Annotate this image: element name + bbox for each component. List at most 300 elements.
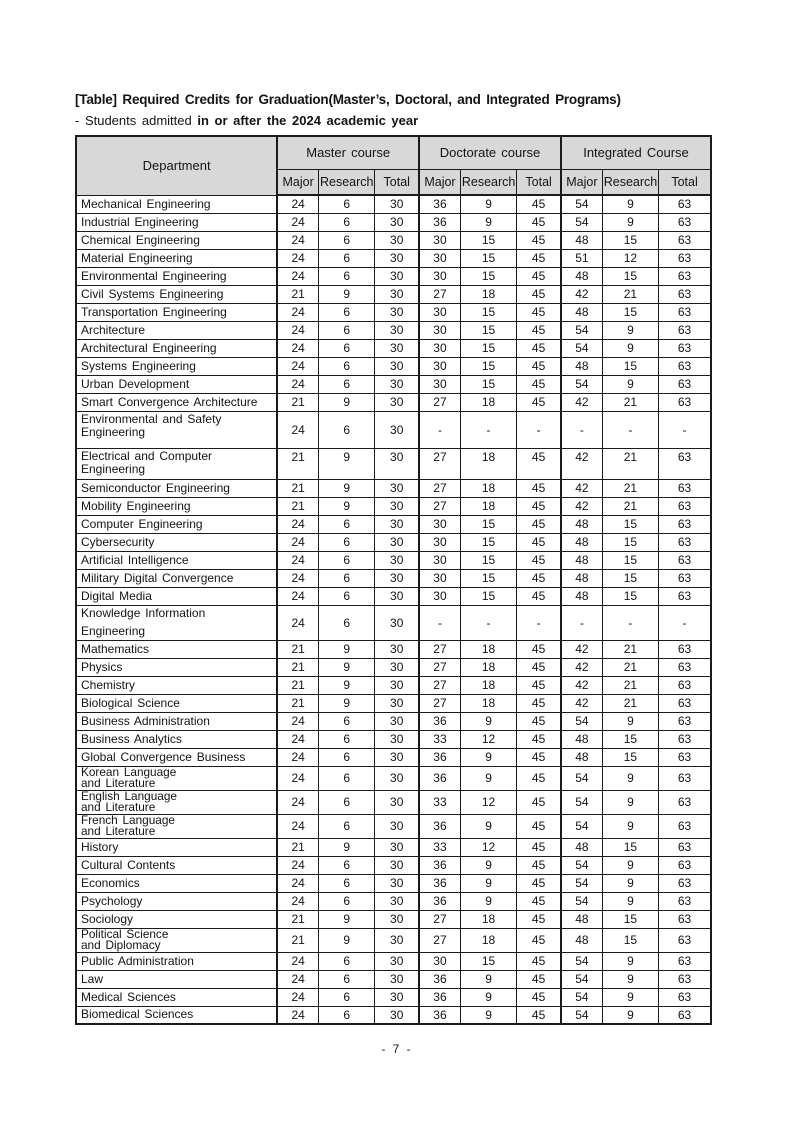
credit-cell: 30 bbox=[375, 748, 419, 766]
credit-cell: 30 bbox=[375, 766, 419, 790]
credit-cell: 45 bbox=[517, 497, 561, 515]
credit-cell: 36 bbox=[419, 1006, 460, 1024]
credit-cell: 36 bbox=[419, 213, 460, 231]
credit-cell: - bbox=[517, 605, 561, 640]
credit-cell: 30 bbox=[375, 605, 419, 640]
credit-cell: 33 bbox=[419, 838, 460, 856]
department-cell: Digital Media bbox=[76, 587, 277, 605]
credit-cell: 63 bbox=[659, 928, 711, 952]
credit-cell: 9 bbox=[602, 712, 658, 730]
credit-cell: 24 bbox=[277, 874, 318, 892]
department-cell: Global Convergence Business bbox=[76, 748, 277, 766]
credit-cell: 45 bbox=[517, 910, 561, 928]
credit-cell: 36 bbox=[419, 970, 460, 988]
credit-cell: 30 bbox=[419, 249, 460, 267]
credit-cell: 48 bbox=[561, 357, 602, 375]
credit-cell: 30 bbox=[375, 195, 419, 213]
column-group-header: Master course bbox=[277, 136, 419, 169]
table-row bbox=[76, 267, 711, 285]
credit-cell: 27 bbox=[419, 928, 460, 952]
credit-cell: 30 bbox=[375, 285, 419, 303]
credit-cell: 48 bbox=[561, 515, 602, 533]
credit-cell: 48 bbox=[561, 569, 602, 587]
credit-cell: 24 bbox=[277, 730, 318, 748]
credit-cell: 48 bbox=[561, 928, 602, 952]
credit-cell: 63 bbox=[659, 213, 711, 231]
credit-cell: 15 bbox=[602, 533, 658, 551]
table-row bbox=[76, 231, 711, 249]
column-subheader: Research bbox=[460, 169, 516, 195]
credit-cell: 27 bbox=[419, 497, 460, 515]
credit-cell: 30 bbox=[419, 267, 460, 285]
credit-cell: 63 bbox=[659, 249, 711, 267]
credit-cell: 30 bbox=[375, 676, 419, 694]
credit-cell: 45 bbox=[517, 712, 561, 730]
table-row bbox=[76, 587, 711, 605]
credit-cell: 15 bbox=[460, 952, 516, 970]
credit-cell: 15 bbox=[602, 730, 658, 748]
credit-cell: 42 bbox=[561, 676, 602, 694]
credit-cell: 45 bbox=[517, 814, 561, 838]
column-subheader: Major bbox=[561, 169, 602, 195]
credit-cell: 21 bbox=[602, 393, 658, 411]
credit-cell: 21 bbox=[277, 694, 318, 712]
credit-cell: 54 bbox=[561, 339, 602, 357]
department-cell: Semiconductor Engineering bbox=[76, 479, 277, 497]
table-row bbox=[76, 856, 711, 874]
credit-cell: 18 bbox=[460, 497, 516, 515]
credit-cell: 21 bbox=[277, 838, 318, 856]
credit-cell: 6 bbox=[319, 892, 375, 910]
credit-cell: 45 bbox=[517, 640, 561, 658]
credit-cell: 30 bbox=[375, 569, 419, 587]
credit-cell: 63 bbox=[659, 814, 711, 838]
table-row bbox=[76, 515, 711, 533]
credit-cell: 30 bbox=[375, 249, 419, 267]
credit-cell: 63 bbox=[659, 267, 711, 285]
credit-cell: 45 bbox=[517, 569, 561, 587]
column-subheader: Total bbox=[375, 169, 419, 195]
department-cell: Chemistry bbox=[76, 676, 277, 694]
credit-cell: 54 bbox=[561, 375, 602, 393]
credit-cell: 9 bbox=[602, 970, 658, 988]
credit-cell: 30 bbox=[375, 321, 419, 339]
credit-cell: 24 bbox=[277, 569, 318, 587]
credit-cell: 24 bbox=[277, 321, 318, 339]
credit-cell: 24 bbox=[277, 195, 318, 213]
table-row bbox=[76, 497, 711, 515]
department-cell: Business Analytics bbox=[76, 730, 277, 748]
credit-cell: 54 bbox=[561, 195, 602, 213]
credit-cell: 45 bbox=[517, 375, 561, 393]
credit-cell: 36 bbox=[419, 814, 460, 838]
credit-cell: 6 bbox=[319, 766, 375, 790]
credit-cell: 9 bbox=[319, 640, 375, 658]
credit-cell: 15 bbox=[602, 357, 658, 375]
credit-cell: 9 bbox=[460, 195, 516, 213]
credit-cell: 27 bbox=[419, 479, 460, 497]
credit-cell: 24 bbox=[277, 357, 318, 375]
credit-cell: 9 bbox=[319, 694, 375, 712]
credit-cell: 54 bbox=[561, 874, 602, 892]
credit-cell: 27 bbox=[419, 393, 460, 411]
credit-cell: 24 bbox=[277, 1006, 318, 1024]
credit-cell: 63 bbox=[659, 497, 711, 515]
credit-cell: 45 bbox=[517, 874, 561, 892]
credit-cell: 6 bbox=[319, 551, 375, 569]
credit-cell: 30 bbox=[375, 952, 419, 970]
department-cell: Physics bbox=[76, 658, 277, 676]
credit-cell: 9 bbox=[319, 928, 375, 952]
credit-cell: 6 bbox=[319, 303, 375, 321]
credit-cell: 15 bbox=[460, 357, 516, 375]
credit-cell: 45 bbox=[517, 285, 561, 303]
credit-cell: 21 bbox=[277, 497, 318, 515]
table-row bbox=[76, 285, 711, 303]
credit-cell: 15 bbox=[602, 569, 658, 587]
credit-cell: 48 bbox=[561, 551, 602, 569]
credit-cell: 30 bbox=[375, 1006, 419, 1024]
credit-cell: 30 bbox=[375, 928, 419, 952]
credit-cell: 48 bbox=[561, 587, 602, 605]
credit-cell: 21 bbox=[277, 910, 318, 928]
credit-cell: 63 bbox=[659, 285, 711, 303]
credit-cell: 6 bbox=[319, 569, 375, 587]
credit-cell: 9 bbox=[319, 393, 375, 411]
credit-cell: 24 bbox=[277, 790, 318, 814]
credit-cell: 6 bbox=[319, 533, 375, 551]
table-row bbox=[76, 605, 711, 640]
department-cell: Transportation Engineering bbox=[76, 303, 277, 321]
table-row bbox=[76, 321, 711, 339]
table-row bbox=[76, 814, 711, 838]
credit-cell: 63 bbox=[659, 748, 711, 766]
credit-cell: 9 bbox=[460, 1006, 516, 1024]
credit-cell: 9 bbox=[460, 712, 516, 730]
credit-cell: 63 bbox=[659, 375, 711, 393]
credit-cell: 30 bbox=[419, 321, 460, 339]
credit-cell: 45 bbox=[517, 339, 561, 357]
credit-cell: 42 bbox=[561, 694, 602, 712]
credit-cell: 48 bbox=[561, 748, 602, 766]
credit-cell: 30 bbox=[375, 970, 419, 988]
credit-cell: 24 bbox=[277, 515, 318, 533]
department-cell: Sociology bbox=[76, 910, 277, 928]
table-header bbox=[76, 136, 711, 195]
credit-cell: 15 bbox=[460, 533, 516, 551]
credit-cell: 30 bbox=[375, 874, 419, 892]
department-cell: Cultural Contents bbox=[76, 856, 277, 874]
credit-cell: 27 bbox=[419, 640, 460, 658]
credit-cell: 24 bbox=[277, 892, 318, 910]
credit-cell: 63 bbox=[659, 479, 711, 497]
credit-cell: 9 bbox=[460, 766, 516, 790]
table-body bbox=[76, 195, 711, 1024]
credit-cell: 9 bbox=[460, 970, 516, 988]
credit-cell: 15 bbox=[602, 838, 658, 856]
credit-cell: 30 bbox=[375, 411, 419, 448]
credit-cell: 15 bbox=[602, 551, 658, 569]
credit-cell: 63 bbox=[659, 694, 711, 712]
department-cell: Environmental and Safety Engineering bbox=[76, 411, 277, 448]
credit-cell: 45 bbox=[517, 267, 561, 285]
credit-cell: 54 bbox=[561, 321, 602, 339]
credit-cell: 21 bbox=[602, 676, 658, 694]
credit-cell: 54 bbox=[561, 712, 602, 730]
department-cell: Business Administration bbox=[76, 712, 277, 730]
column-subheader: Major bbox=[277, 169, 318, 195]
credit-cell: 36 bbox=[419, 874, 460, 892]
table-row bbox=[76, 357, 711, 375]
credit-cell: 48 bbox=[561, 838, 602, 856]
credit-cell: 27 bbox=[419, 448, 460, 479]
department-cell: Biological Science bbox=[76, 694, 277, 712]
credit-cell: 30 bbox=[375, 790, 419, 814]
credit-cell: 48 bbox=[561, 231, 602, 249]
credit-cell: 30 bbox=[375, 640, 419, 658]
credit-cell: 24 bbox=[277, 267, 318, 285]
credit-cell: 63 bbox=[659, 448, 711, 479]
credit-cell: 63 bbox=[659, 766, 711, 790]
credit-cell: 30 bbox=[375, 856, 419, 874]
credit-cell: 30 bbox=[375, 339, 419, 357]
credit-cell: 30 bbox=[375, 988, 419, 1006]
credit-cell: 30 bbox=[419, 339, 460, 357]
credit-cell: 63 bbox=[659, 874, 711, 892]
credit-cell: 18 bbox=[460, 928, 516, 952]
credit-cell: 6 bbox=[319, 988, 375, 1006]
credit-cell: 54 bbox=[561, 892, 602, 910]
table-row bbox=[76, 393, 711, 411]
credit-cell: 30 bbox=[419, 357, 460, 375]
credit-cell: 18 bbox=[460, 448, 516, 479]
credit-cell: 12 bbox=[602, 249, 658, 267]
credit-cell: 9 bbox=[460, 814, 516, 838]
credit-cell: 6 bbox=[319, 587, 375, 605]
credit-cell: 24 bbox=[277, 952, 318, 970]
credit-cell: 18 bbox=[460, 640, 516, 658]
credit-cell: 30 bbox=[375, 393, 419, 411]
credit-cell: 27 bbox=[419, 285, 460, 303]
credit-cell: 45 bbox=[517, 551, 561, 569]
credit-cell: 63 bbox=[659, 515, 711, 533]
credit-cell: 36 bbox=[419, 766, 460, 790]
table-row bbox=[76, 195, 711, 213]
credit-cell: 24 bbox=[277, 303, 318, 321]
credit-cell: 63 bbox=[659, 321, 711, 339]
credit-cell: 30 bbox=[375, 814, 419, 838]
credit-cell: 21 bbox=[277, 676, 318, 694]
credit-cell: 9 bbox=[602, 952, 658, 970]
credit-cell: - bbox=[561, 411, 602, 448]
credit-cell: 36 bbox=[419, 988, 460, 1006]
credit-cell: 6 bbox=[319, 790, 375, 814]
table-row bbox=[76, 952, 711, 970]
table-row bbox=[76, 928, 711, 952]
credit-cell: 15 bbox=[460, 321, 516, 339]
table-row bbox=[76, 874, 711, 892]
credit-cell: 45 bbox=[517, 658, 561, 676]
credit-cell: 24 bbox=[277, 411, 318, 448]
credit-cell: 21 bbox=[602, 694, 658, 712]
credit-cell: 9 bbox=[460, 892, 516, 910]
department-cell: Material Engineering bbox=[76, 249, 277, 267]
credit-cell: 30 bbox=[375, 231, 419, 249]
column-subheader: Research bbox=[319, 169, 375, 195]
column-group-header: Integrated Course bbox=[561, 136, 711, 169]
department-cell: Law bbox=[76, 970, 277, 988]
credit-cell: 21 bbox=[602, 497, 658, 515]
credit-cell: 15 bbox=[602, 928, 658, 952]
department-cell: English Language and Literature bbox=[76, 790, 277, 814]
credit-cell: 9 bbox=[460, 748, 516, 766]
table-row bbox=[76, 766, 711, 790]
credit-cell: 24 bbox=[277, 339, 318, 357]
credit-cell: 30 bbox=[375, 213, 419, 231]
table-title: [Table] Required Credits for Graduation(Master’s, Doctoral, and Integrated Programs) bbox=[75, 92, 621, 107]
department-cell: Chemical Engineering bbox=[76, 231, 277, 249]
credit-cell: 63 bbox=[659, 569, 711, 587]
table-row bbox=[76, 551, 711, 569]
table-row bbox=[76, 448, 711, 479]
credit-cell: 21 bbox=[277, 285, 318, 303]
table-row bbox=[76, 339, 711, 357]
credit-cell: 9 bbox=[602, 375, 658, 393]
credit-cell: 45 bbox=[517, 676, 561, 694]
credit-cell: 21 bbox=[277, 658, 318, 676]
column-header-department: Department bbox=[76, 136, 277, 195]
department-cell: Military Digital Convergence bbox=[76, 569, 277, 587]
credit-cell: 21 bbox=[277, 393, 318, 411]
credit-cell: 45 bbox=[517, 988, 561, 1006]
department-cell: French Language and Literature bbox=[76, 814, 277, 838]
credit-cell: 9 bbox=[602, 988, 658, 1006]
credit-cell: 36 bbox=[419, 195, 460, 213]
credit-cell: 30 bbox=[375, 357, 419, 375]
credit-cell: 21 bbox=[602, 640, 658, 658]
credit-cell: 9 bbox=[460, 213, 516, 231]
credit-cell: 15 bbox=[460, 303, 516, 321]
credit-cell: 63 bbox=[659, 1006, 711, 1024]
credit-cell: 45 bbox=[517, 892, 561, 910]
credit-cell: 45 bbox=[517, 838, 561, 856]
department-cell: Political Science and Diplomacy bbox=[76, 928, 277, 952]
credit-cell: 24 bbox=[277, 814, 318, 838]
department-cell: Mechanical Engineering bbox=[76, 195, 277, 213]
credit-cell: 24 bbox=[277, 587, 318, 605]
credit-cell: 15 bbox=[460, 569, 516, 587]
credit-cell: 6 bbox=[319, 411, 375, 448]
credit-cell: 21 bbox=[602, 448, 658, 479]
credit-cell: 18 bbox=[460, 393, 516, 411]
credit-cell: 54 bbox=[561, 952, 602, 970]
credit-cell: 24 bbox=[277, 856, 318, 874]
credit-cell: 48 bbox=[561, 303, 602, 321]
department-cell: Urban Development bbox=[76, 375, 277, 393]
credit-cell: 45 bbox=[517, 952, 561, 970]
credit-cell: 45 bbox=[517, 748, 561, 766]
table-row bbox=[76, 694, 711, 712]
credit-cell: 6 bbox=[319, 874, 375, 892]
credit-cell: 63 bbox=[659, 393, 711, 411]
credit-cell: 30 bbox=[375, 730, 419, 748]
department-cell: Electrical and Computer Engineering bbox=[76, 448, 277, 479]
admission-note-prefix: - Students admitted bbox=[75, 113, 198, 128]
credit-cell: 63 bbox=[659, 838, 711, 856]
credit-cell: 6 bbox=[319, 814, 375, 838]
credit-cell: 45 bbox=[517, 1006, 561, 1024]
credit-cell: 15 bbox=[460, 339, 516, 357]
credit-cell: 42 bbox=[561, 285, 602, 303]
credit-cell: 24 bbox=[277, 605, 318, 640]
credit-cell: 54 bbox=[561, 1006, 602, 1024]
credit-cell: 15 bbox=[460, 267, 516, 285]
table-row bbox=[76, 533, 711, 551]
credit-cell: - bbox=[460, 411, 516, 448]
credit-cell: 27 bbox=[419, 658, 460, 676]
credit-cell: 63 bbox=[659, 856, 711, 874]
credit-cell: 15 bbox=[460, 587, 516, 605]
credit-cell: 30 bbox=[419, 375, 460, 393]
table-row bbox=[76, 748, 711, 766]
credit-cell: 6 bbox=[319, 195, 375, 213]
department-cell: Mobility Engineering bbox=[76, 497, 277, 515]
credit-cell: 15 bbox=[602, 231, 658, 249]
admission-note-bold: in or after the 2024 academic year bbox=[197, 113, 419, 128]
credit-cell: 30 bbox=[375, 497, 419, 515]
credit-cell: 63 bbox=[659, 790, 711, 814]
credit-cell: 15 bbox=[460, 231, 516, 249]
credit-cell: 30 bbox=[375, 533, 419, 551]
credit-cell: 45 bbox=[517, 790, 561, 814]
table-row bbox=[76, 676, 711, 694]
credit-cell: 6 bbox=[319, 515, 375, 533]
credit-cell: 15 bbox=[460, 375, 516, 393]
credit-cell: 6 bbox=[319, 249, 375, 267]
credit-cell: 9 bbox=[319, 285, 375, 303]
credit-cell: 6 bbox=[319, 375, 375, 393]
credit-cell: 9 bbox=[460, 874, 516, 892]
credit-cell: 45 bbox=[517, 928, 561, 952]
credit-cell: 15 bbox=[602, 515, 658, 533]
department-cell: Economics bbox=[76, 874, 277, 892]
credit-cell: 24 bbox=[277, 231, 318, 249]
column-subheader: Total bbox=[659, 169, 711, 195]
credit-cell: 33 bbox=[419, 730, 460, 748]
credit-cell: 63 bbox=[659, 339, 711, 357]
credit-cell: 63 bbox=[659, 730, 711, 748]
credit-cell: 30 bbox=[375, 892, 419, 910]
credit-cell: 12 bbox=[460, 730, 516, 748]
credit-cell: 48 bbox=[561, 730, 602, 748]
credit-cell: 36 bbox=[419, 856, 460, 874]
credit-cell: 54 bbox=[561, 213, 602, 231]
credit-cell: 24 bbox=[277, 766, 318, 790]
credit-cell: 18 bbox=[460, 285, 516, 303]
credit-cell: 45 bbox=[517, 357, 561, 375]
credit-cell: 24 bbox=[277, 533, 318, 551]
credit-cell: 21 bbox=[602, 285, 658, 303]
credit-cell: 63 bbox=[659, 640, 711, 658]
department-cell: Knowledge Information Engineering bbox=[76, 605, 277, 640]
table-row bbox=[76, 658, 711, 676]
department-cell: Civil Systems Engineering bbox=[76, 285, 277, 303]
credit-cell: 15 bbox=[602, 267, 658, 285]
table-row bbox=[76, 1006, 711, 1024]
credit-cell: 63 bbox=[659, 712, 711, 730]
credit-cell: 21 bbox=[277, 448, 318, 479]
credit-cell: 6 bbox=[319, 952, 375, 970]
